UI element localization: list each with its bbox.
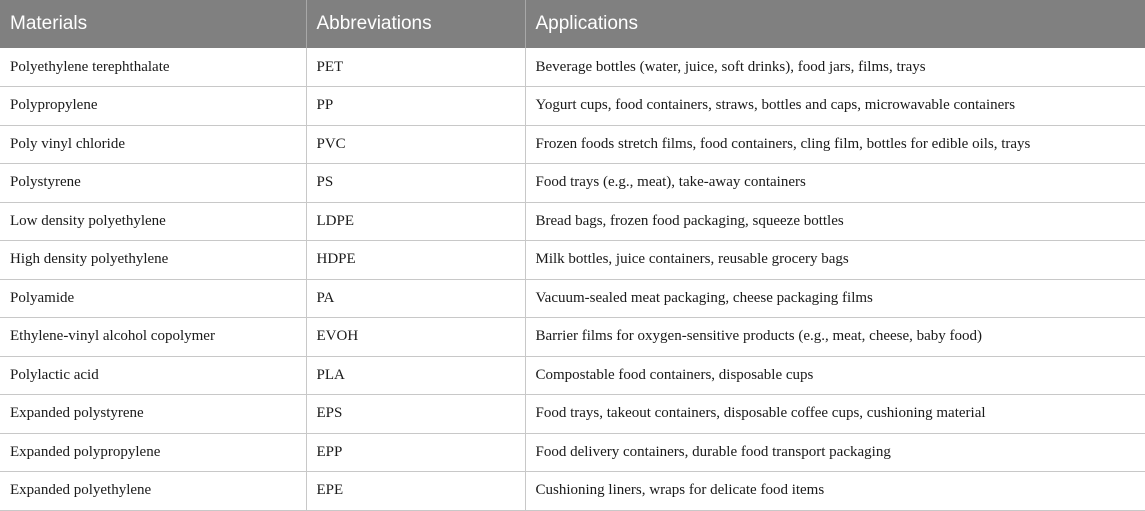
cell-material: High density polyethylene <box>0 241 306 280</box>
cell-application: Frozen foods stretch films, food containers, cling film, bottles for edible oils, trays <box>525 125 1145 164</box>
cell-application: Cushioning liners, wraps for delicate food items <box>525 472 1145 511</box>
header-applications: Applications <box>525 0 1145 48</box>
cell-abbreviation: PP <box>306 87 525 126</box>
cell-material: Expanded polyethylene <box>0 472 306 511</box>
cell-abbreviation: EPP <box>306 433 525 472</box>
cell-application: Barrier films for oxygen-sensitive products (e.g., meat, cheese, baby food) <box>525 318 1145 357</box>
cell-abbreviation: EPE <box>306 472 525 511</box>
cell-material: Polypropylene <box>0 87 306 126</box>
cell-application: Vacuum-sealed meat packaging, cheese packaging films <box>525 279 1145 318</box>
cell-abbreviation: PS <box>306 164 525 203</box>
cell-abbreviation: HDPE <box>306 241 525 280</box>
cell-abbreviation: EVOH <box>306 318 525 357</box>
cell-material: Ethylene-vinyl alcohol copolymer <box>0 318 306 357</box>
table-header <box>0 0 1145 48</box>
table-row <box>0 318 1145 357</box>
table-row <box>0 279 1145 318</box>
cell-application: Milk bottles, juice containers, reusable grocery bags <box>525 241 1145 280</box>
table-body <box>0 48 1145 510</box>
cell-material: Polyamide <box>0 279 306 318</box>
cell-abbreviation: PET <box>306 48 525 87</box>
header-row <box>0 0 1145 48</box>
cell-abbreviation: PVC <box>306 125 525 164</box>
table-row <box>0 241 1145 280</box>
cell-abbreviation: PA <box>306 279 525 318</box>
table-row <box>0 395 1145 434</box>
cell-material: Polylactic acid <box>0 356 306 395</box>
cell-application: Food delivery containers, durable food transport packaging <box>525 433 1145 472</box>
cell-abbreviation: PLA <box>306 356 525 395</box>
cell-application: Yogurt cups, food containers, straws, bottles and caps, microwavable containers <box>525 87 1145 126</box>
cell-material: Low density polyethylene <box>0 202 306 241</box>
cell-abbreviation: LDPE <box>306 202 525 241</box>
cell-application: Food trays, takeout containers, disposable coffee cups, cushioning material <box>525 395 1145 434</box>
cell-material: Polyethylene terephthalate <box>0 48 306 87</box>
cell-application: Beverage bottles (water, juice, soft drinks), food jars, films, trays <box>525 48 1145 87</box>
cell-material: Expanded polystyrene <box>0 395 306 434</box>
cell-application: Bread bags, frozen food packaging, squeeze bottles <box>525 202 1145 241</box>
header-abbreviations: Abbreviations <box>306 0 525 48</box>
table-row <box>0 356 1145 395</box>
cell-material: Polystyrene <box>0 164 306 203</box>
header-materials: Materials <box>0 0 306 48</box>
cell-material: Poly vinyl chloride <box>0 125 306 164</box>
cell-material: Expanded polypropylene <box>0 433 306 472</box>
cell-abbreviation: EPS <box>306 395 525 434</box>
table-row <box>0 87 1145 126</box>
table-row <box>0 433 1145 472</box>
table-row <box>0 48 1145 87</box>
table-row <box>0 164 1145 203</box>
table-row <box>0 125 1145 164</box>
cell-application: Food trays (e.g., meat), take-away containers <box>525 164 1145 203</box>
table-row <box>0 202 1145 241</box>
cell-application: Compostable food containers, disposable cups <box>525 356 1145 395</box>
table-row <box>0 472 1145 511</box>
